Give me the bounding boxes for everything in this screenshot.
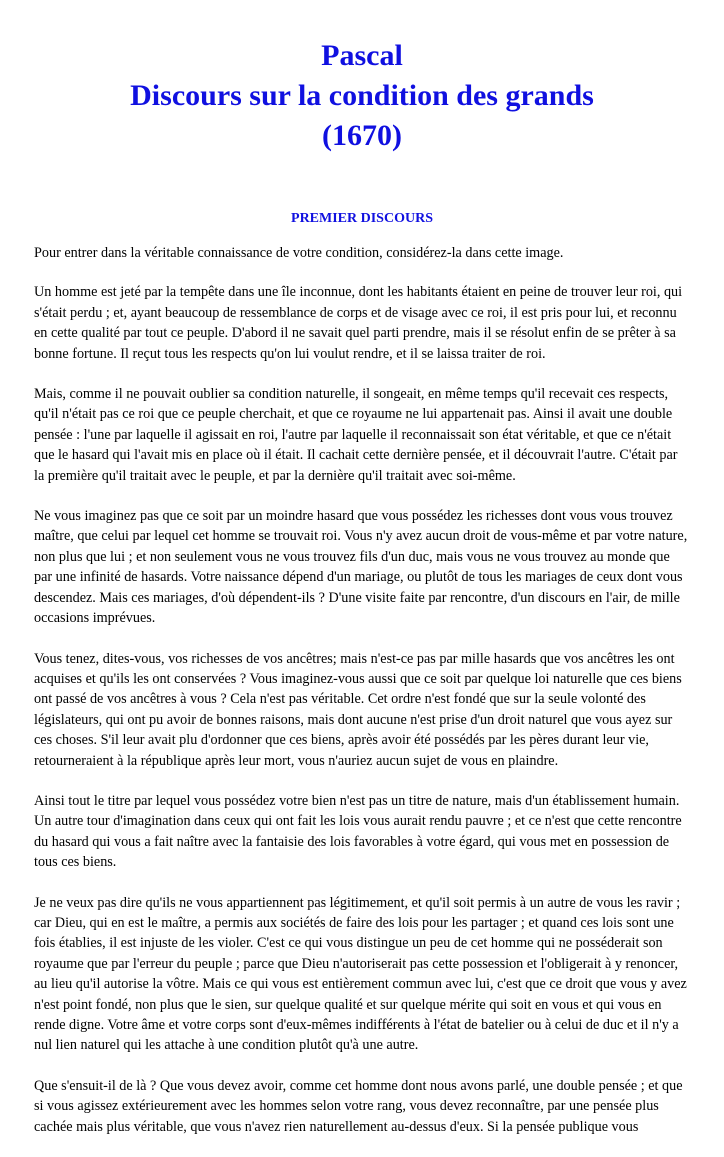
body-text bbox=[34, 243, 690, 1157]
paragraph: Mais, comme il ne pouvait oublier sa condition naturelle, il songeait, en même temps qu'il recevait ces respects, qu'il n'était pas ce roi que ce peuple cherchait, et que ce royaume ne lui appartenait pas. Ainsi il avait une double pensée : l'une par laquelle il agissait en roi, l'autre par laquelle il reconnaissait son état véritable, et que ce n'était que le hasard qui l'avait mis en place où il était. Il cachait cette dernière pensée, et il découvrait l'autre. C'était par la première qu'il traitait avec le peuple, et par la dernière qu'il traitait avec soi-même. bbox=[34, 386, 678, 484]
section-heading: PREMIER DISCOURS bbox=[291, 211, 433, 226]
paragraph: Vous tenez, dites-vous, vos richesses de vos ancêtres; mais n'est-ce pas par mille hasards que vos ancêtres les ont acquises et qu'ils les ont conservées ? Vous imaginez-vous aussi que ce soit par quelque loi naturelle que ces biens ont passé de vos ancêtres à vous ? Cela n'est pas véritable. Cet ordre n'est fondé que sur la seule volonté des législateurs, qui ont pu avoir de bonnes raisons, mais dont aucune n'est prise d'un droit naturel que vous ayez sur ces choses. S'il leur avait plu d'ordonner que ces biens, après avoir été possédés par les pères durant leur vie, retourneraient à la république après leur mort, vous n'auriez aucun sujet de vous en plaindre. bbox=[34, 650, 682, 769]
paragraph: Un homme est jeté par la tempête dans une île inconnue, dont les habitants étaient en peine de trouver leur roi, qui s'était perdu ; et, ayant beaucoup de ressemblance de corps et de visage avec ce roi, il est pris pour lui, et reconnu en cette qualité par tout ce peuple. D'abord il ne savait quel parti prendre, mais il se résolut enfin de se prêter à sa bonne fortune. Il reçut tous les respects qu'on lui voulut rendre, et il se laissa traiter de roi. bbox=[34, 284, 683, 362]
paragraph: Que s'ensuit-il de là ? Que vous devez avoir, comme cet homme dont nous avons parlé, une double pensée ; et que si vous agissez extérieurement avec les hommes selon votre rang, vous devez reconnaître, par une pensée plus cachée mais plus véritable, que vous n'avez rien naturellement au-dessus d'eux. Si la pensée publique vous bbox=[34, 1077, 683, 1135]
paragraph: Ainsi tout le titre par lequel vous possédez votre bien n'est pas un titre de nature, mais d'un établissement humain. Un autre tour d'imagination dans ceux qui ont fait les lois vous aurait rendu pauvre ; et ce n'est que cette rencontre du hasard qui vous a fait naître avec la fantaisie des lois favorables à votre égard, qui vous met en possession de tous ces biens. bbox=[34, 792, 682, 871]
title-work: Discours sur la condition des grands bbox=[130, 79, 594, 112]
document-title bbox=[0, 36, 724, 156]
paragraph: Ne vous imaginez pas que ce soit par un moindre hasard que vous possédez les richesses dont vous vous trouvez maître, que celui par lequel cet homme se trouvait roi. Vous n'y avez aucun droit de vous-même et par votre nature, non plus que lui ; et non seulement vous ne vous trouvez fils d'un duc, mais vous ne vous trouvez au monde que par une infinité de hasards. Votre naissance dépend d'un mariage, ou plutôt de tous les mariages de ceux dont vous descendez. Mais ces mariages, d'où dépendent-ils ? D'une visite faite par rencontre, d'un discours en l'air, de mille occasions imprévues. bbox=[34, 508, 688, 627]
title-author: Pascal bbox=[321, 39, 403, 72]
title-year: (1670) bbox=[322, 119, 402, 152]
paragraph: Je ne veux pas dire qu'ils ne vous appartiennent pas légitimement, et qu'il soit permis à un autre de vous les ravir ; car Dieu, qui en est le maître, a permis aux sociétés de faire des lois pour les partager ; et quand ces lois sont une fois établies, il est injuste de les violer. C'est ce qui vous distingue un peu de cet homme qui ne posséderait son royaume que par l'erreur du peuple ; parce que Dieu n'autoriserait pas cette possession et l'obligerait à y renoncer, au lieu qu'il autorise la vôtre. Mais ce qui vous est entièrement commun avec lui, c'est que ce droit que vous y avez n'est point fondé, non plus que le sien, sur quelque qualité et sur quelque mérite qui soit en vous et qui vous en rende digne. Votre âme et votre corps sont d'eux-mêmes indifférents à l'état de batelier ou à celui de duc et il n'y a nul lien naturel qui les attache à une condition plutôt qu'à une autre. bbox=[34, 894, 687, 1054]
paragraph: Pour entrer dans la véritable connaissance de votre condition, considérez-la dans cette image. bbox=[34, 245, 564, 261]
